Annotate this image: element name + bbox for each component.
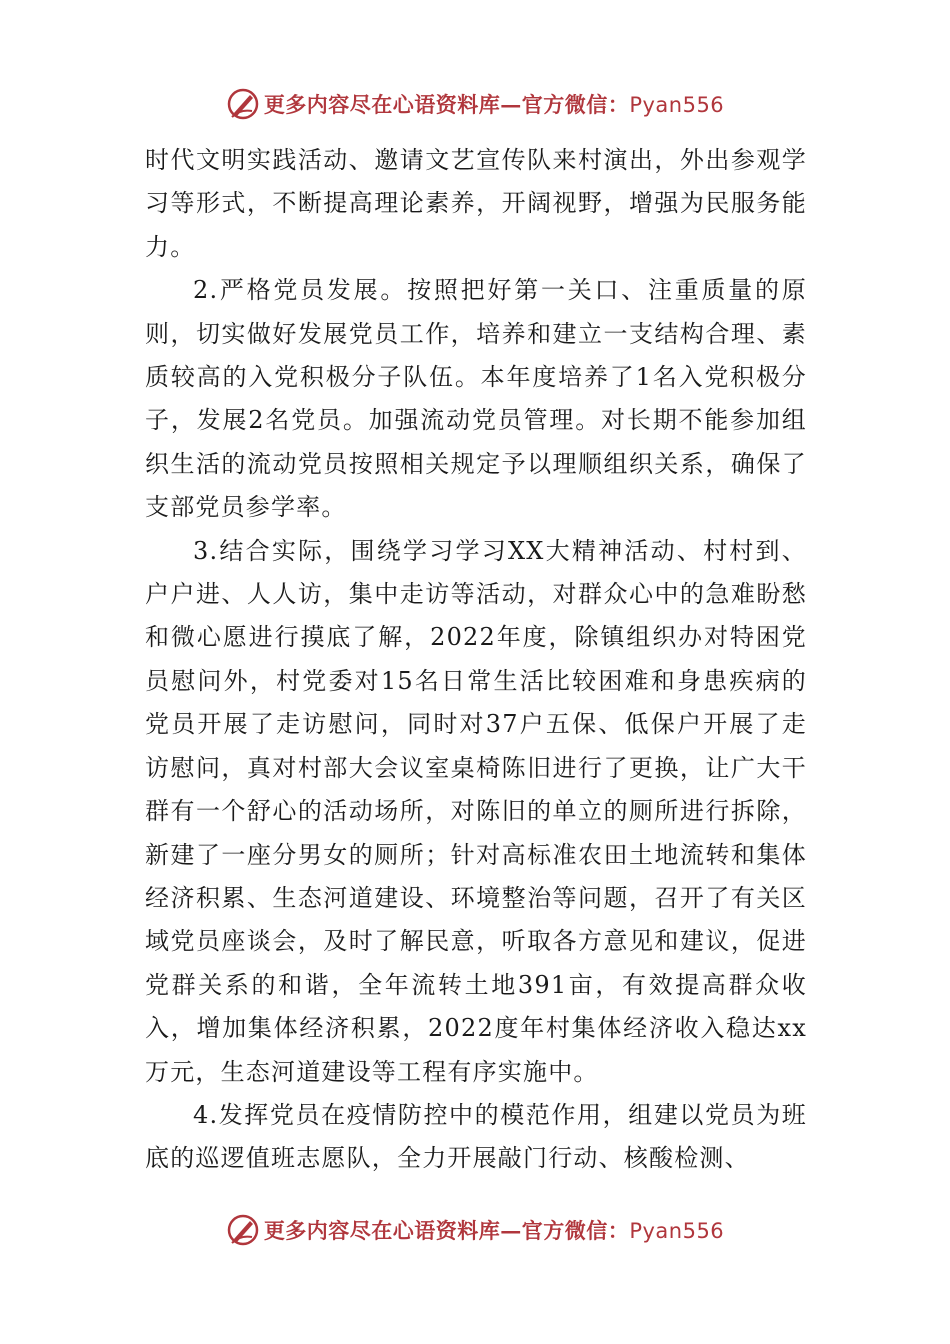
paragraph-item-3: 3.结合实际，围绕学习学习XX大精神活动、村村到、户户进、人人访，集中走访等活动，对群众心中的急难盼愁和微心愿进行摸底了解，2022年度，除镇组织办对特困党员慰问外，村党委对15名日常生活比较困难和身患疾病的党员开展了走访慰问，同时对37户五保、低保户开展了走访慰问，真对村部大会议室桌椅陈旧进行了更换，让广大干群有一个舒心的活动场所，对陈旧的单立的厕所进行拆除，新建了一座分男女的厕所；针对高标准农田土地流转和集体经济积累、生态河道建设、环境整治等问题，召开了有关区域党员座谈会，及时了解民意，听取各方意见和建议，促进党群关系的和谐，全年流转土地391亩，有效提高群众收入，增加集体经济积累，2022度年村集体经济收入稳达xx万元，生态河道建设等工程有序实施中。 bbox=[145, 536, 807, 1086]
paragraph-item-2: 2.严格党员发展。按照把好第一关口、注重质量的原则，切实做好发展党员工作，培养和建立一支结构合理、素质较高的入党积极分子队伍。本年度培养了1名入党积极分子，发展2名党员。加强流动党员管理。对长期不能参加组织生活的流动党员按照相关规定予以理顺组织关系，确保了支部党员参学率。 bbox=[145, 276, 807, 522]
header-banner bbox=[0, 84, 950, 124]
document-body bbox=[145, 139, 807, 1181]
paragraph-item-4: 4.发挥党员在疫情防控中的模范作用，组建以党员为班底的巡逻值班志愿队，全力开展敲门行动、核酸检测、 bbox=[145, 1100, 807, 1173]
footer-banner bbox=[0, 1210, 950, 1250]
pen-logo-icon bbox=[226, 87, 260, 121]
paragraph-continuation: 时代文明实践活动、邀请文艺宣传队来村演出，外出参观学习等形式，不断提高理论素养，开阔视野，增强为民服务能力。 bbox=[145, 146, 807, 261]
pen-logo-icon bbox=[226, 1213, 260, 1247]
banner-text: 更多内容尽在心语资料库—官方微信：Pyan556 bbox=[263, 1218, 725, 1243]
banner-text: 更多内容尽在心语资料库—官方微信：Pyan556 bbox=[263, 92, 725, 117]
